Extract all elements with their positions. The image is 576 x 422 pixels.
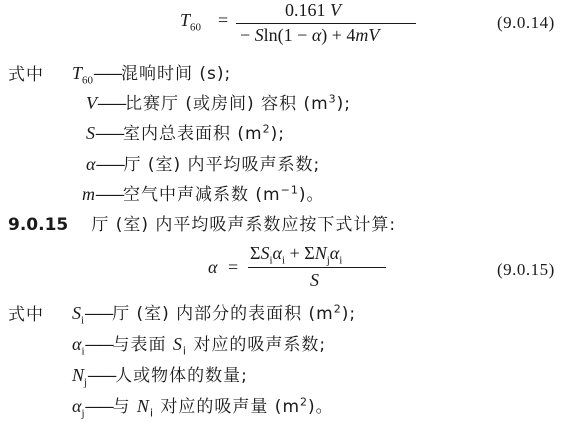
def-dash: —— — [93, 64, 122, 83]
eq-denominator: S — [310, 270, 319, 290]
definition-row — [72, 361, 248, 389]
def-symbol: α — [86, 154, 96, 174]
eq-denominator: − Sln(1 − α) + 4mV — [240, 25, 380, 45]
section-number: 9.0.15 — [8, 215, 69, 235]
def-text: 厅 (室) 内部分的表面积 $(m^2)$; — [112, 302, 357, 324]
def-symbol: $\alpha_j$ — [72, 396, 85, 420]
def-dash: —— — [87, 366, 116, 385]
def-symbol: S — [86, 123, 95, 143]
eq-lhs-alpha: α — [208, 257, 218, 277]
def-symbol: $T_{60}$ — [72, 63, 94, 87]
def-text: 厅 (室) 内平均吸声系数; — [123, 155, 321, 175]
def-dash: —— — [95, 185, 123, 204]
def-text: 混响时间 (s); — [121, 64, 232, 84]
eq-lhs-T60: $T_{60}$ — [180, 10, 202, 34]
where-label: 式中 — [8, 65, 44, 85]
def-symbol: $N_j$ — [72, 365, 88, 389]
section-heading — [8, 210, 396, 235]
def-dash: —— — [95, 155, 124, 174]
definition-row — [86, 89, 351, 114]
eq-numerator: $\Sigma S_i\alpha_i + \Sigma N_j\alpha_i$ — [250, 243, 343, 267]
definition-row — [82, 180, 324, 205]
section-text: 厅 (室) 内平均吸声系数应按下式计算: — [91, 215, 397, 235]
definition-row — [72, 392, 334, 420]
equation-number: (9.0.14) — [497, 13, 555, 32]
def-text: 室内总表面积 $(m^2)$; — [123, 122, 285, 144]
def-text: 人或物体的数量; — [115, 366, 248, 386]
def-symbol: $\alpha_i$ — [72, 334, 85, 358]
def-dash: —— — [95, 124, 123, 143]
fraction-line — [248, 267, 386, 268]
def-symbol: m — [82, 184, 95, 204]
def-dash: —— — [84, 335, 113, 354]
def-text: 与 $N_i$ 对应的吸声量 $(m^2)$。 — [112, 395, 334, 420]
def-dash: —— — [84, 397, 113, 416]
definition-row — [86, 119, 285, 144]
definition-row — [72, 299, 356, 327]
eq-equals: = — [218, 10, 229, 30]
definition-row — [72, 330, 326, 358]
equation-number: (9.0.15) — [497, 260, 555, 279]
where-label: 式中 — [8, 305, 44, 325]
def-dash: —— — [97, 94, 125, 113]
definition-row — [72, 59, 231, 87]
def-text: 与表面 $S_i$ 对应的吸声系数; — [112, 334, 327, 358]
def-text: 空气中声减系数 $(m^{-1})$。 — [123, 183, 325, 205]
def-symbol: $S_i$ — [72, 303, 85, 327]
def-dash: —— — [84, 304, 113, 323]
definition-row — [86, 150, 320, 175]
eq-equals: = — [228, 257, 239, 277]
eq-numerator: 0.161 V — [285, 0, 341, 20]
def-symbol: V — [86, 93, 97, 113]
def-text: 比赛厅 (或房间) 容积 $(m^3)$; — [125, 92, 352, 114]
